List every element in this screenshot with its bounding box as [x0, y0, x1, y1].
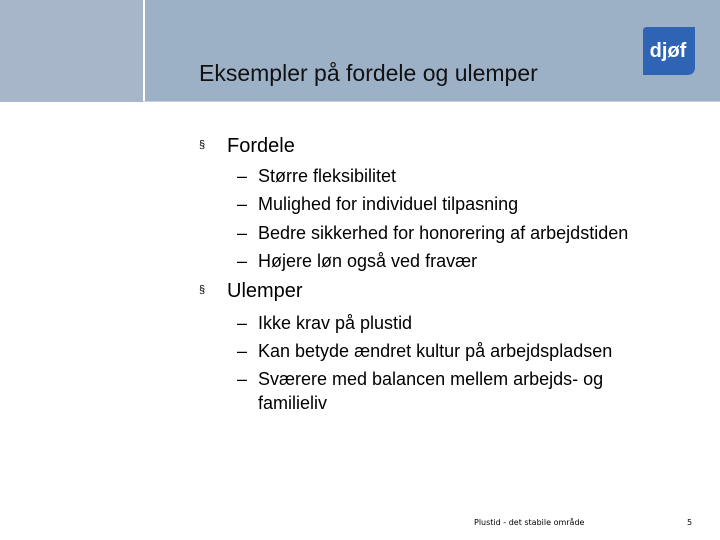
list-item-text: Mulighed for individuel tilpasning [258, 194, 519, 214]
dash-bullet: – [237, 194, 248, 214]
dash-bullet: – [237, 369, 248, 389]
slide-title: Eksempler på fordele og ulemper [199, 60, 538, 86]
list-item-text: Kan betyde ændret kultur på arbejdspladsen [258, 341, 613, 361]
list-item-text: Højere løn også ved fravær [258, 251, 478, 271]
dash-bullet: – [237, 166, 248, 186]
section-bullet-icon: § [199, 284, 206, 296]
dash-bullet: – [237, 223, 248, 243]
header-divider [143, 101, 720, 102]
section-bullet-icon: § [199, 139, 206, 151]
dash-bullet: – [237, 313, 248, 333]
section-heading: Ulemper [227, 280, 303, 302]
dash-bullet: – [237, 341, 248, 361]
list-item-text: Sværere med balancen mellem arbejds- og [258, 369, 604, 389]
footer-text: Plustid - det stabile område [474, 518, 585, 527]
list-item-text: Ikke krav på plustid [258, 313, 413, 333]
list-item-text: familieliv [258, 393, 328, 413]
list-item-text: Større fleksibilitet [258, 166, 397, 186]
djof-logo [637, 27, 695, 75]
section-heading: Fordele [227, 135, 295, 157]
page-number: 5 [687, 518, 693, 527]
dash-bullet: – [237, 251, 248, 271]
logo-text: djøf [649, 40, 687, 62]
list-item-text: Bedre sikkerhed for honorering af arbejdstiden [258, 223, 629, 243]
